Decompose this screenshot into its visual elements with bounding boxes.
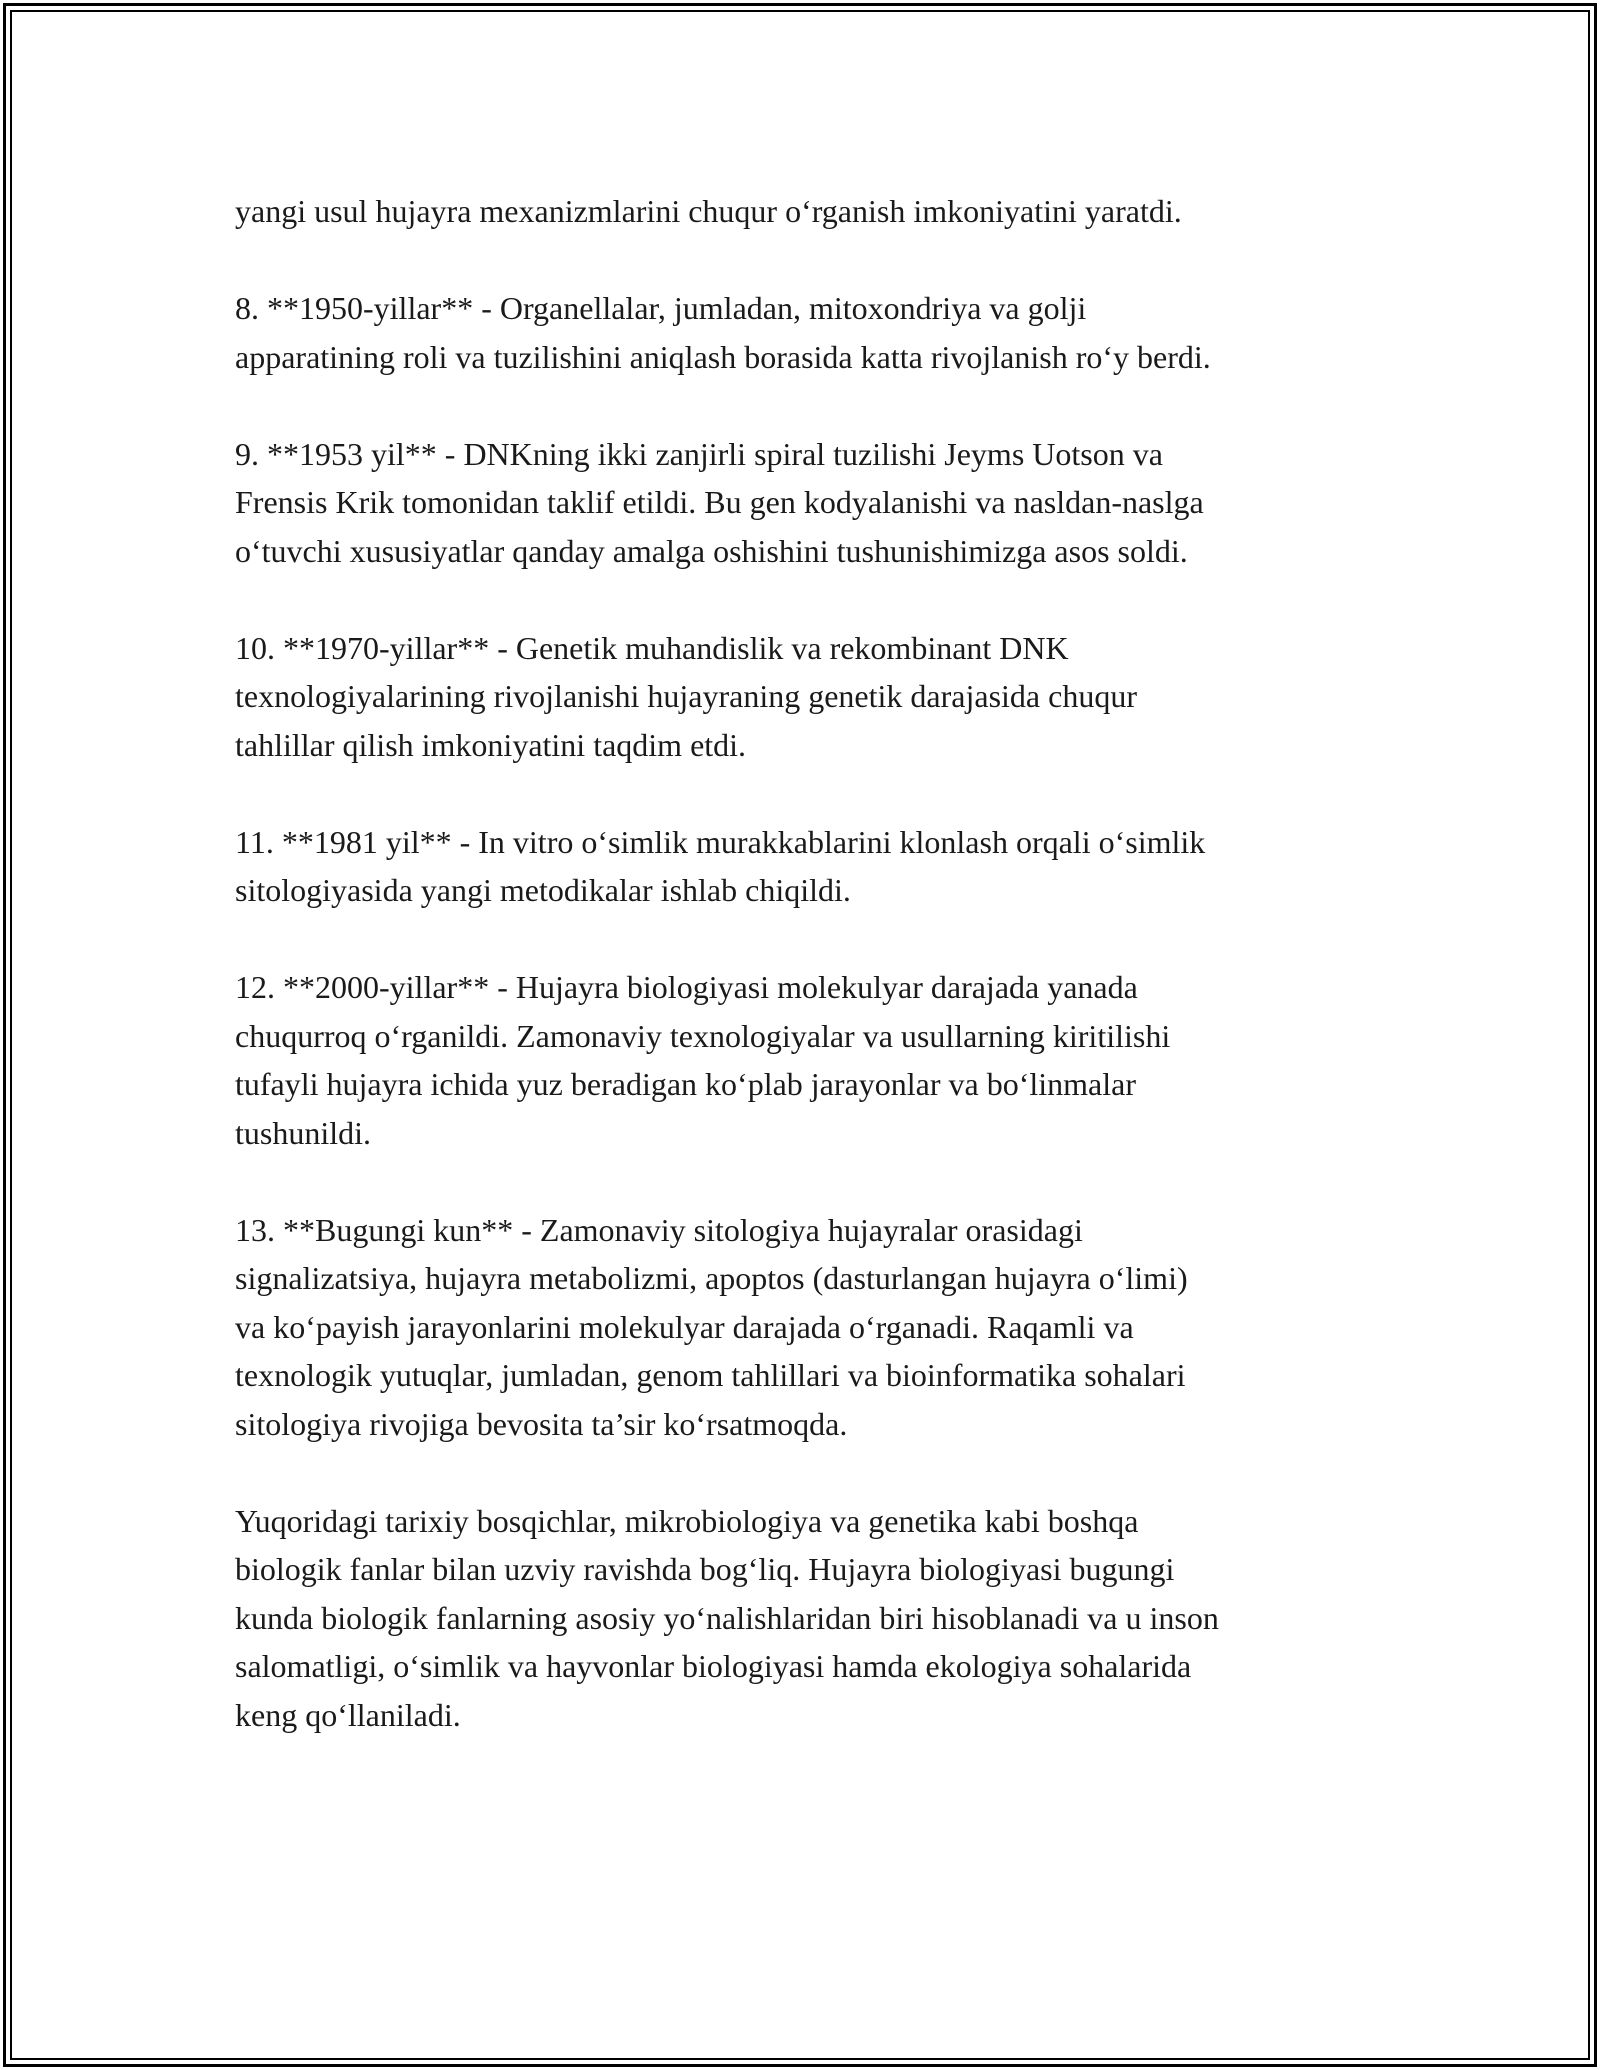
- document-body: [235, 187, 1375, 1739]
- paragraph-item-12: 12. **2000-yillar** - Hujayra biologiyasi molekulyar darajada yanada chuqurroq o‘rganildi. Zamonaviy texnologiyalar va usullarning kiritilishi tufayli hujayra ichida yuz beradigan ko‘plab jarayonlar va bo‘linmalar tushunildi.: [235, 969, 1171, 1151]
- paragraph-item-8: 8. **1950-yillar** - Organellalar, jumladan, mitoxondriya va golji apparatining roli va tuzilishini aniqlash borasida katta rivojlanish ro‘y berdi.: [235, 290, 1211, 375]
- paragraph-conclusion: Yuqoridagi tarixiy bosqichlar, mikrobiologiya va genetika kabi boshqa biologik fanlar bilan uzviy ravishda bog‘liq. Hujayra biologiyasi bugungi kunda biologik fanlarning asosiy yo‘nalishlaridan biri hisoblanadi va u inson salomatligi, o‘simlik va hayvonlar biologiyasi hamda ekologiya sohalarida keng qo‘llaniladi.: [235, 1502, 1219, 1733]
- paragraph-item-11: 11. **1981 yil** - In vitro o‘simlik murakkablarini klonlash orqali o‘simlik sitologiyasida yangi metodikalar ishlab chiqildi.: [235, 823, 1206, 908]
- paragraph-item-13: 13. **Bugungi kun** - Zamonaviy sitologiya hujayralar orasidagi signalizatsiya, hujayra metabolizmi, apoptos (dasturlangan hujayra o‘limi) va ko‘payish jarayonlarini molekulyar darajada o‘rganadi. Raqamli va texnologik yutuqlar, jumladan, genom tahlillari va bioinformatika sohalari sitologiya rivojiga bevosita ta’sir ko‘rsatmoqda.: [235, 1211, 1188, 1442]
- paragraph-item-9: 9. **1953 yil** - DNKning ikki zanjirli spiral tuzilishi Jeyms Uotson va Frensis Krik tomonidan taklif etildi. Bu gen kodyalanishi va nasldan-naslga o‘tuvchi xususiyatlar qanday amalga oshishini tushunishimizga asos soldi.: [235, 435, 1204, 569]
- paragraph-item-10: 10. **1970-yillar** - Genetik muhandislik va rekombinant DNK texnologiyalarining rivojlanishi hujayraning genetik darajasida chuqur tahlillar qilish imkoniyatini taqdim etdi.: [235, 629, 1137, 763]
- paragraph-continuation: yangi usul hujayra mexanizmlarini chuqur o‘rganish imkoniyatini yaratdi.: [235, 193, 1182, 229]
